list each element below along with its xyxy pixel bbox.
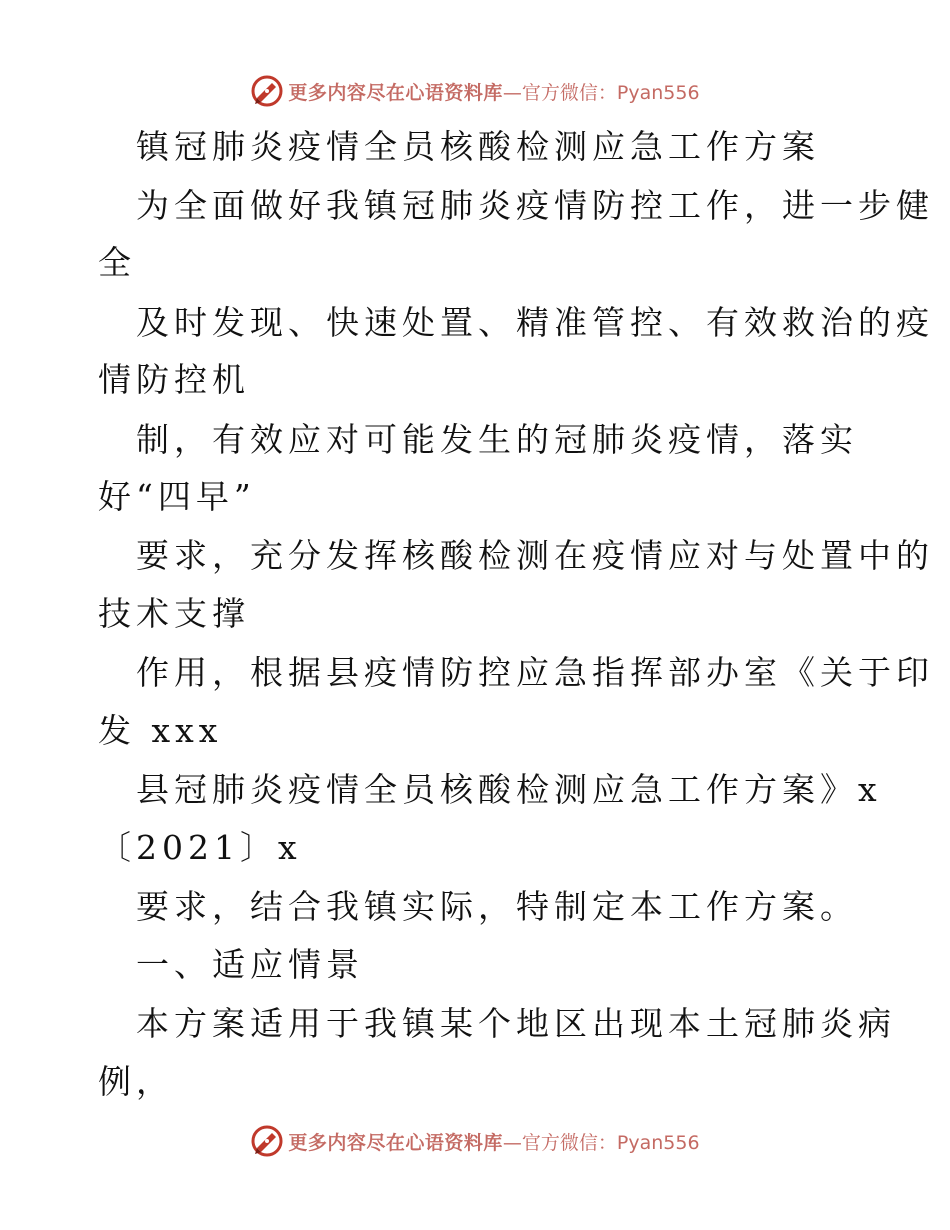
document-title: 镇冠肺炎疫情全员核酸检测应急工作方案 [136, 127, 820, 166]
paragraph-line: 制，有效应对可能发生的冠肺炎疫情，落实 [136, 420, 858, 459]
banner-contact: 官方微信：Pyan556 [521, 1131, 700, 1154]
paragraph-line: 要求，充分发挥核酸检测在疫情应对与处置中的 [136, 536, 934, 575]
paragraph-line: 情防控机 [98, 360, 250, 399]
banner-contact: 官方微信：Pyan556 [521, 81, 700, 104]
banner-title: 更多内容尽在心语资料库 [288, 1131, 503, 1154]
paragraph-line: 发 xxx [98, 711, 223, 750]
paragraph-line: 要求，结合我镇实际，特制定本工作方案。 [136, 887, 858, 926]
banner-dash: — [502, 81, 522, 104]
paragraph-line: 〔2021〕x [98, 828, 302, 867]
header-watermark-banner [0, 71, 950, 111]
paragraph-line: 作用，根据县疫情防控应急指挥部办室《关于印 [136, 653, 934, 692]
paragraph-line: 好“四早” [98, 477, 256, 516]
paragraph-line: 及时发现、快速处置、精准管控、有效救治的疫 [136, 303, 934, 342]
paragraph-line: 县冠肺炎疫情全员核酸检测应急工作方案》x [136, 770, 882, 809]
section-heading: 一、适应情景 [136, 945, 364, 984]
banner-title: 更多内容尽在心语资料库 [288, 81, 503, 104]
paragraph-line: 例， [98, 1062, 174, 1101]
paragraph-line: 为全面做好我镇冠肺炎疫情防控工作，进一步健 [136, 186, 934, 225]
pen-logo-icon [250, 1124, 284, 1158]
footer-watermark-banner [0, 1121, 950, 1161]
paragraph-line: 本方案适用于我镇某个地区出现本土冠肺炎病 [136, 1004, 896, 1043]
paragraph-line: 技术支撑 [98, 594, 250, 633]
paragraph-line: 全 [98, 243, 136, 282]
pen-logo-icon [250, 74, 284, 108]
banner-dash: — [502, 1131, 522, 1154]
